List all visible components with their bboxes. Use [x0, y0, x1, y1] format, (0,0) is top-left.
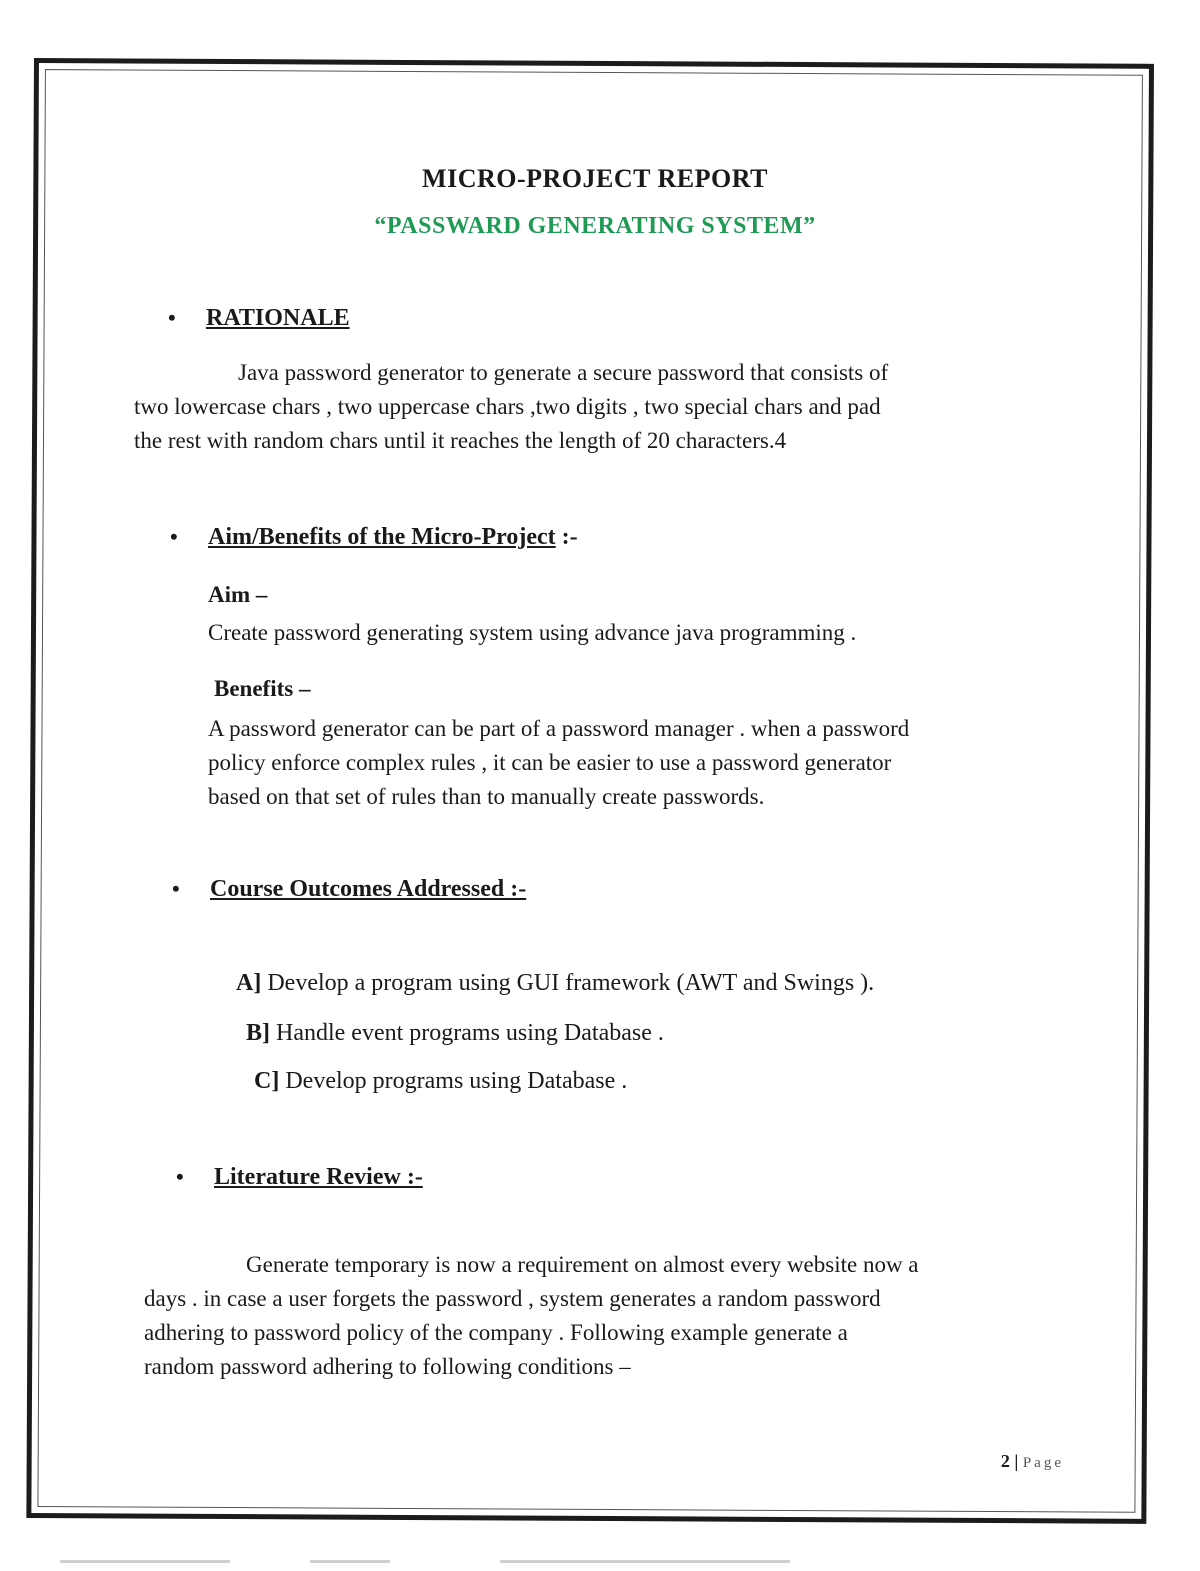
- rationale-heading: RATIONALE: [206, 305, 350, 331]
- literature-review-heading: Literature Review :-: [214, 1164, 423, 1190]
- outcome-marker: A]: [236, 970, 262, 996]
- aim-label: Aim –: [208, 582, 268, 607]
- rationale-line-2: two lowercase chars , two uppercase chars ,two digits , two special chars and pad: [134, 394, 881, 419]
- rationale-line-3: the rest with random chars until it reaches the length of 20 characters.4: [134, 428, 787, 453]
- page-label: Page: [1022, 1455, 1064, 1471]
- aim-benefits-heading-row: [208, 524, 578, 551]
- project-title: “PASSWARD GENERATING SYSTEM”: [374, 213, 816, 239]
- benefits-line-1: A password generator can be part of a password manager . when a password: [208, 716, 910, 741]
- outcome-text: Handle event programs using Database .: [270, 1020, 664, 1046]
- aim-benefits-heading: Aim/Benefits of the Micro-Project: [208, 524, 556, 550]
- literature-line-4: random password adhering to following conditions –: [144, 1354, 631, 1379]
- scan-artifact: [60, 1560, 230, 1563]
- page-number: 2: [1000, 1451, 1010, 1471]
- outcome-marker: B]: [246, 1020, 270, 1046]
- outcome-item: [236, 970, 874, 997]
- benefits-label: Benefits –: [214, 676, 311, 701]
- bullet-icon: •: [168, 305, 176, 330]
- benefits-line-3: based on that set of rules than to manually create passwords.: [208, 784, 765, 809]
- outcome-text: Develop a program using GUI framework (AWT and Swings ).: [261, 970, 875, 996]
- page-footer: [1001, 1451, 1064, 1472]
- page-separator: |: [1009, 1451, 1023, 1471]
- outcome-item: [254, 1068, 627, 1095]
- report-title: MICRO-PROJECT REPORT: [422, 164, 768, 193]
- aim-text: Create password generating system using advance java programming .: [208, 620, 857, 645]
- course-outcomes-heading: Course Outcomes Addressed :-: [210, 876, 527, 902]
- aim-benefits-heading-suffix: :-: [555, 524, 578, 550]
- literature-line-2: days . in case a user forgets the password , system generates a random password: [144, 1286, 881, 1311]
- scan-artifact: [310, 1560, 390, 1563]
- bullet-icon: •: [176, 1164, 184, 1189]
- benefits-line-2: policy enforce complex rules , it can be easier to use a password generator: [208, 750, 892, 775]
- outcome-marker: C]: [254, 1068, 280, 1094]
- literature-line-1: Generate temporary is now a requirement on almost every website now a: [246, 1252, 919, 1277]
- bullet-icon: •: [170, 524, 178, 549]
- outcome-text: Develop programs using Database .: [279, 1068, 628, 1094]
- scan-artifact: [500, 1560, 790, 1563]
- bullet-icon: •: [172, 876, 180, 901]
- rationale-line-1: Java password generator to generate a secure password that consists of: [238, 360, 889, 385]
- literature-line-3: adhering to password policy of the company . Following example generate a: [144, 1320, 848, 1345]
- outcome-item: [246, 1020, 664, 1047]
